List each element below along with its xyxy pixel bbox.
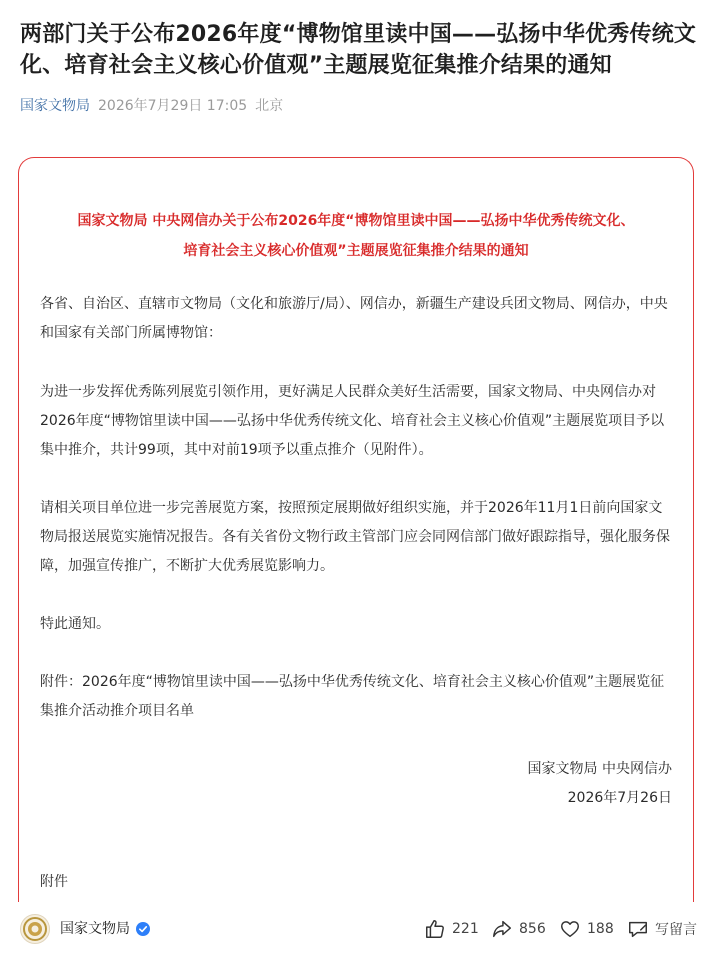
notice-title-line-2: 培育社会主义核心价值观”主题展览征集推介结果的通知: [183, 243, 529, 259]
share-button[interactable]: [491, 917, 546, 941]
write-comment-button[interactable]: [627, 917, 697, 941]
notice-document: [18, 157, 694, 917]
notice-title: [19, 206, 693, 266]
like-button[interactable]: [424, 917, 479, 941]
account-name[interactable]: 国家文物局: [60, 921, 130, 937]
like-count: 221: [452, 921, 479, 937]
notice-title-line-1: 国家文物局 中央网信办关于公布2026年度“博物馆里读中国——弘扬中华优秀传统文化、: [77, 213, 635, 229]
account-avatar[interactable]: [20, 914, 50, 944]
article-meta: [20, 96, 283, 116]
notice-paragraph-2: 请相关项目单位进一步完善展览方案，按照预定展期做好组织实施，并于2026年11月1日前向国家文物局报送展览实施情况报告。各有关省份文物行政主管部门应会同网信部门做好跟踪指导，强化服务保障，加强宣传推广，不断扩大优秀展览影响力。: [40, 500, 670, 574]
notice-paragraph-1: 为进一步发挥优秀陈列展览引领作用，更好满足人民群众美好生活需要，国家文物局、中央网信办对2026年度“博物馆里读中国——弘扬中华优秀传统文化、培育社会主义核心价值观”主题展览项目予以集中推介，共计99项，其中对前19项予以重点推介（见附件）。: [40, 384, 665, 458]
share-count: 856: [519, 921, 546, 937]
notice-addressees: 各省、自治区、直辖市文物局（文化和旅游厅/局）、网信办，新疆生产建设兵团文物局、网信办，中央和国家有关部门所属博物馆：: [40, 296, 668, 341]
publish-time: 2026年7月29日 17:05: [98, 98, 248, 114]
notice-attachment-note: 附件：2026年度“博物馆里读中国——弘扬中华优秀传统文化、培育社会主义核心价值观”主题展览征集推介活动推介项目名单: [40, 674, 665, 719]
publish-location: 北京: [255, 98, 284, 114]
favorite-count: 188: [587, 921, 614, 937]
article-headline: 两部门关于公布2026年度“博物馆里读中国——弘扬中华优秀传统文化、培育社会主义核心价值观”主题展览征集推介结果的通知: [20, 22, 697, 78]
article-source-link[interactable]: 国家文物局: [20, 98, 90, 114]
verified-icon: [136, 922, 150, 936]
share-arrow-icon: [491, 918, 513, 940]
notice-signature: 国家文物局 中央网信办: [527, 761, 672, 777]
favorite-button[interactable]: [559, 917, 614, 941]
comment-icon: [627, 918, 649, 940]
notice-date: 2026年7月26日: [567, 790, 672, 806]
thumbs-up-icon: [424, 918, 446, 940]
write-comment-label: 写留言: [655, 922, 697, 938]
notice-closing: 特此通知。: [40, 616, 110, 632]
account-logo-icon: [21, 915, 49, 943]
attachment-label: 附件: [40, 874, 68, 890]
heart-icon: [559, 918, 581, 940]
bottom-action-bar: [0, 902, 713, 957]
